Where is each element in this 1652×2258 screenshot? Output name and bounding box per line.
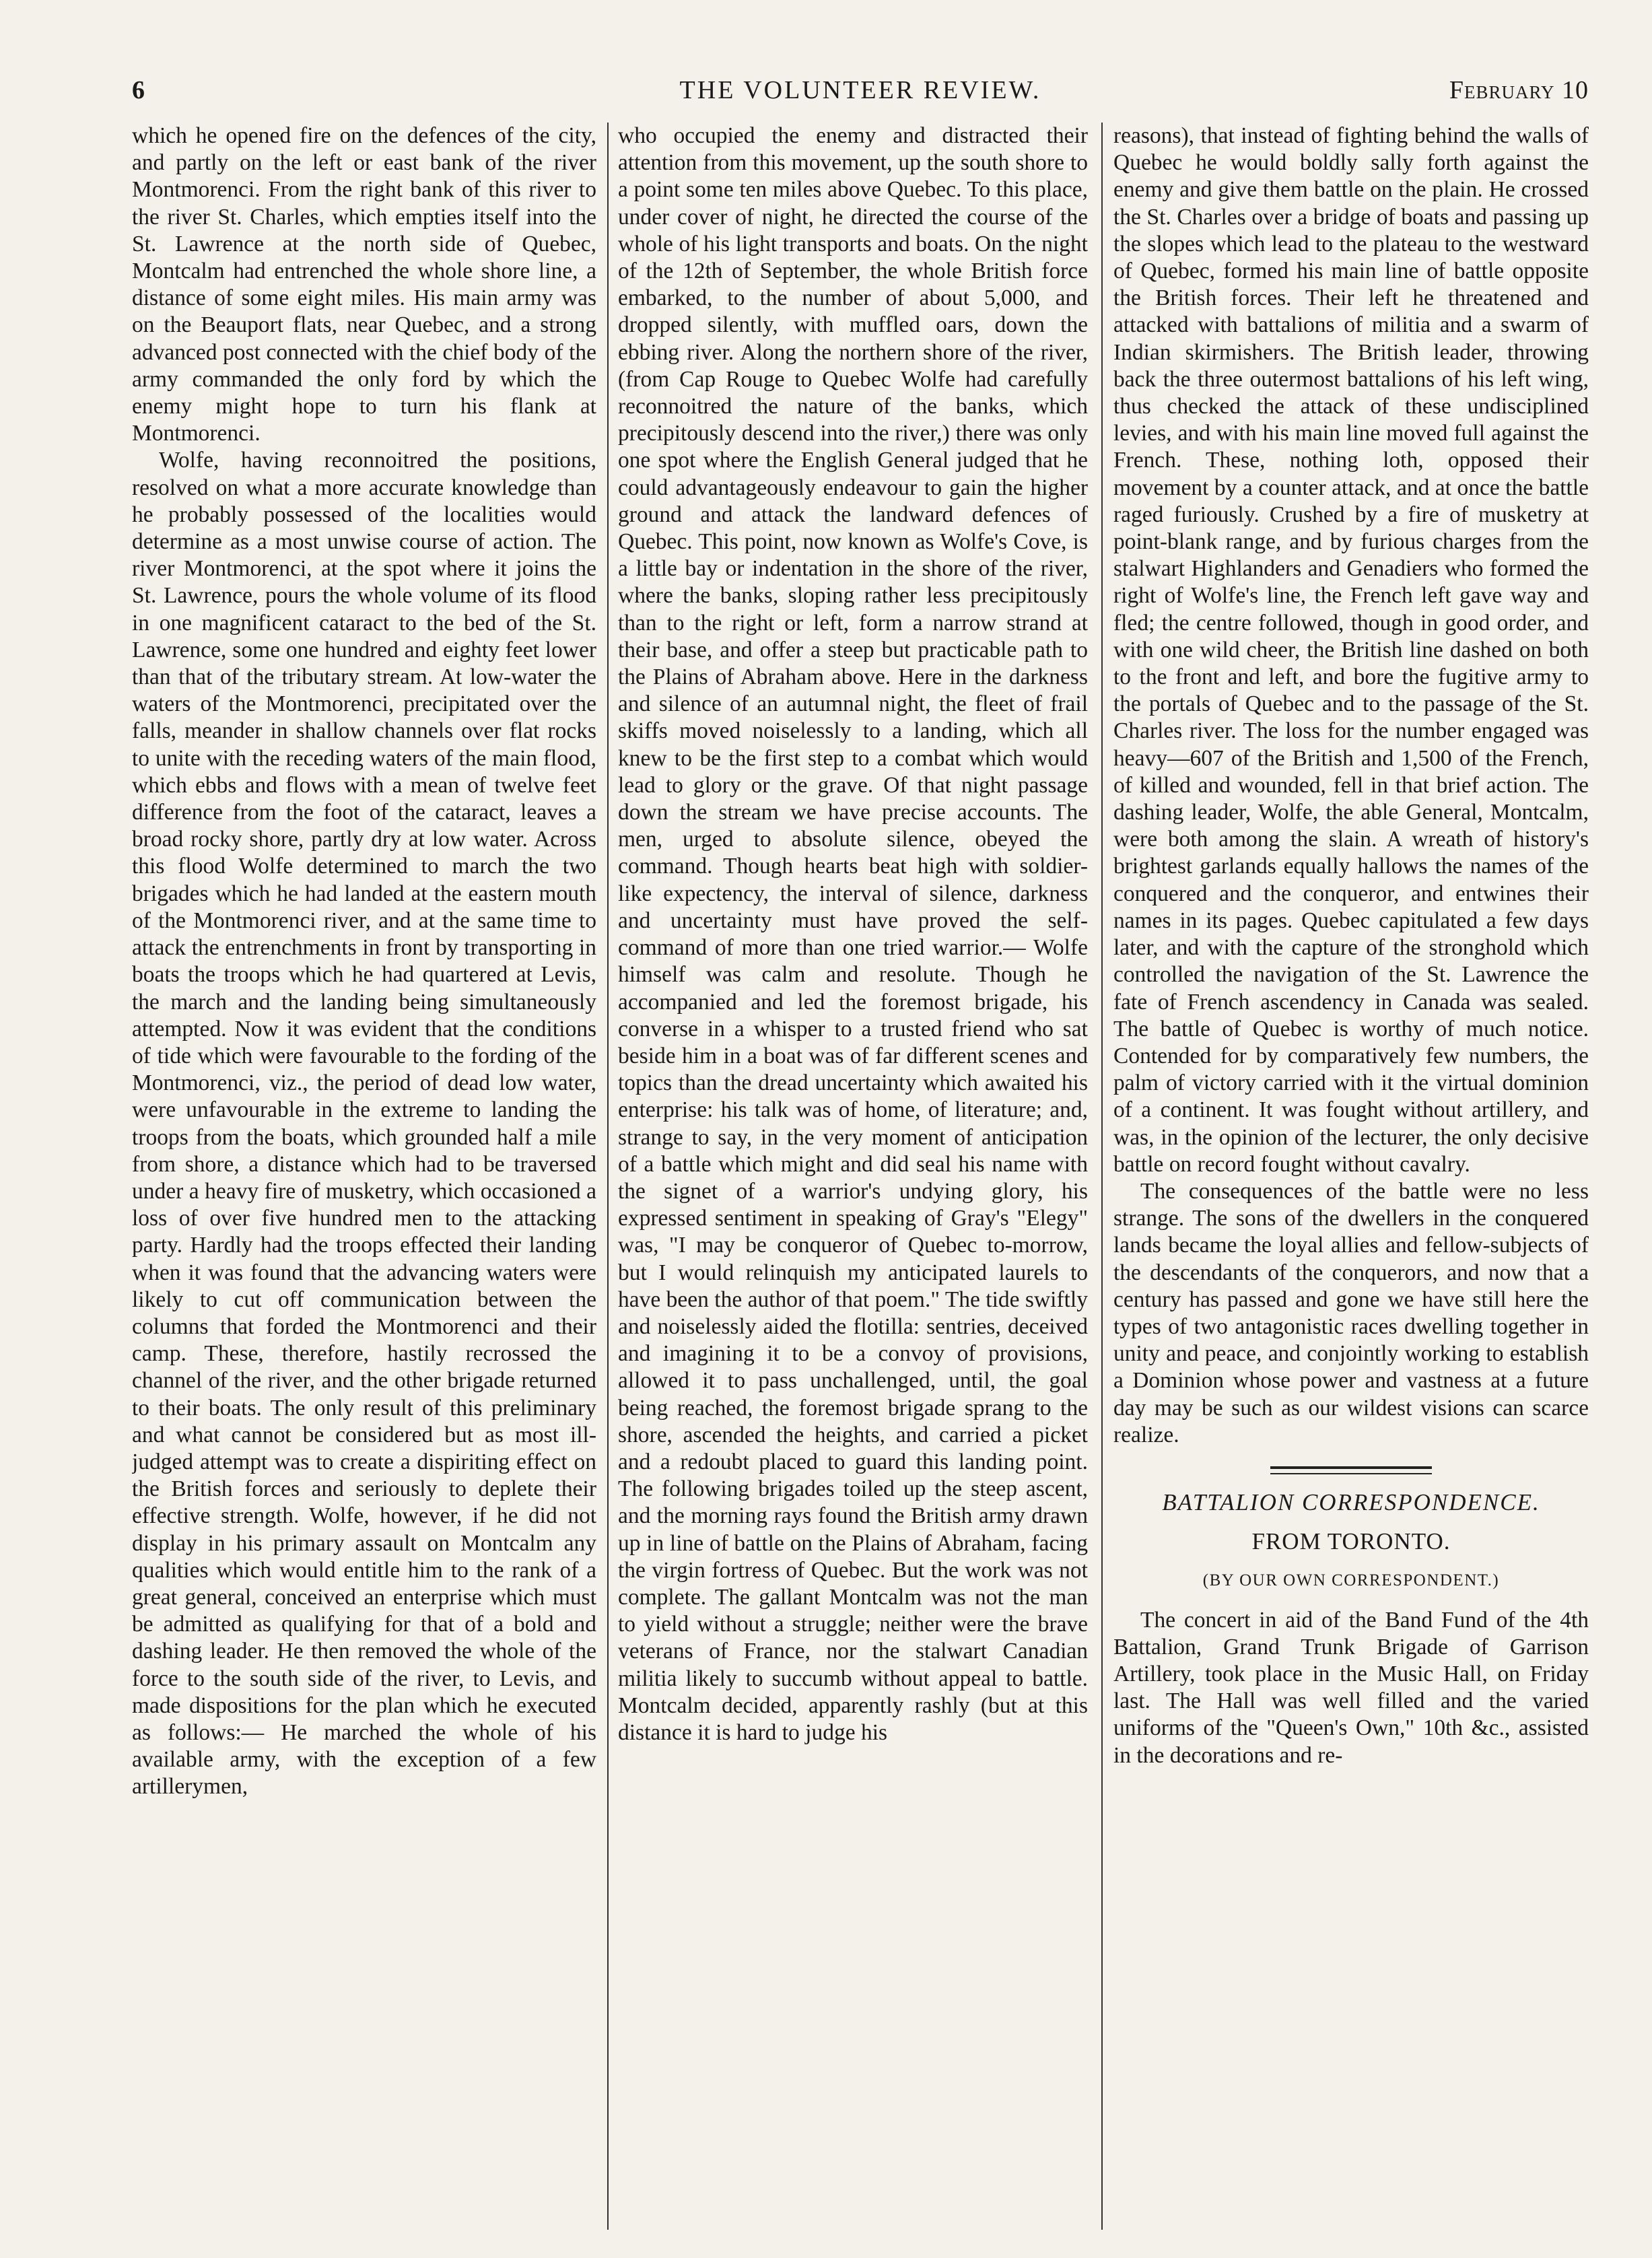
article-paragraph: The consequences of the battle were no less strange. The sons of the dwellers in the conquered lands became the loyal allies and fellow-subjects of the descendants of the conquerors, and now that a century has passed and gone we have still here the types of two antagonistic races dwelling together in unity and peace, and conjointly working to establish a Dominion whose power and vastness at a future day may be such as our wildest visions can scarce realize.: [1113, 1178, 1589, 1447]
column-rule: [607, 123, 609, 2230]
page-header: [132, 70, 1589, 110]
article-paragraph: The concert in aid of the Band Fund of the 4th Battalion, Grand Trunk Brigade of Garrison Artillery, took place in the Music Hall, on Friday last. The Hall was well filled and the varied uniforms of the "Queen's Own," 10th &c., assisted in the decorations and re-: [1113, 1607, 1589, 1768]
article-paragraph: Wolfe, having reconnoitred the positions, resolved on what a more accurate knowledge than he probably possessed of the localities would determine as a most unwise course of action. The river Montmorenci, at the spot where it joins the St. Lawrence, pours the whole volume of its flood in one magnificent cataract to the bed of the St. Lawrence, some one hundred and eighty feet lower than that of the tributary stream. At low-water the waters of the Montmorenci, precipitated over the falls, meander in shallow channels over flat rocks to unite with the receding waters of the main flood, which ebbs and flows with a mean of twelve feet difference from the foot of the cataract, leaves a broad rocky shore, partly dry at low water. Across this flood Wolfe determined to march the two brigades which he had landed at the eastern mouth of the Montmorenci river, and at the same time to attack the entrenchments in front by transporting in boats the troops which he had quartered at Levis, the march and the landing being simultaneously attempted. Now it was evident that the conditions of tide which were favourable to the fording of the Montmorenci, viz., the period of dead low water, were unfavourable in the extreme to landing the troops from the boats, which grounded half a mile from shore, a distance which had to be traversed under a heavy fire of musketry, which occasioned a loss of over five hundred men to the attacking party. Hardly had the troops effected their landing when it was found that the advancing waters were likely to cut off communication between the columns that forded the Montmorenci and their camp. These, therefore, hastily recrossed the channel of the river, and the other brigade returned to their boats. The only result of this preliminary and what cannot be considered but as most ill-judged attempt was to create a dispiriting effect on the British forces and seriously to deplete their effective strength. Wolfe, however, if he did not display in his primary assault on Montcalm any qualities which would entitle him to the rank of a great general, conceived an enterprise which must be admitted as qualifying for that of a bold and dashing leader. He then removed the whole of the force to the south side of the river, to Levis, and made dispositions for the plan which he executed as follows:— He marched the whole of his available army, with the exception of a few artillerymen,: [132, 448, 596, 1800]
byline: (BY OUR OWN CORRESPONDENT.): [1202, 1571, 1500, 1590]
column-2: [618, 123, 1088, 2243]
article-paragraph: reasons), that instead of fighting behind the walls of Quebec he would boldly sally forth against the enemy and give them battle on the plain. He crossed the St. Charles over a bridge of boats and passing up the slopes which lead to the plateau to the westward of Quebec, formed his main line of battle opposite the British forces. Their left he threatened and attacked with battalions of militia and a swarm of Indian skirmishers. The British leader, throwing back the three outermost battalions of his left wing, thus checked the attack of these undisciplined levies, and with his main line moved full against the French. These, nothing loth, opposed their movement by a counter attack, and at once the battle raged furiously. Crushed by a fire of musketry at point-blank range, and by furious charges from the stalwart Highlanders and Genadiers who formed the right of Wolfe's line, the French left gave way and fled; the centre followed, though in good order, and with one wild cheer, the British line dashed on both to the front and left, and bore the fugitive army to the portals of Quebec and to the passage of the St. Charles river. The loss for the number engaged was heavy—607 of the British and 1,500 of the French, of killed and wounded, fell in that brief action. The dashing leader, Wolfe, the able General, Montcalm, were both among the slain. A wreath of history's brightest garlands equally hallows the names of the conquered and the conqueror, and entwines their names in its pages. Quebec capitulated a few days later, and with the capture of the stronghold which controlled the navigation of the St. Lawrence the fate of French ascendency in Canada was sealed. The battle of Quebec is worthy of much notice. Contended for by comparatively few numbers, the palm of victory carried with it the virtual dominion of a continent. It was fought without artillery, and was, in the opinion of the lecturer, the only decisive battle on record fought without cavalry.: [1113, 123, 1589, 1177]
column-1: [132, 123, 596, 2243]
issue-date: February 10: [1449, 76, 1589, 104]
section-heading: BATTALION CORRESPONDENCE.: [1162, 1489, 1540, 1515]
masthead-title: THE VOLUNTEER REVIEW.: [679, 76, 1041, 104]
section-subheading: FROM TORONTO.: [1251, 1528, 1451, 1555]
article-paragraph: who occupied the enemy and distracted their attention from this movement, up the south shore to a point some ten miles above Quebec. To this place, under cover of night, he directed the course of the whole of his light transports and boats. On the night of the 12th of September, the whole British force embarked, to the number of about 5,000, and dropped silently, with muffled oars, down the ebbing river. Along the northern shore of the river, (from Cap Rouge to Quebec Wolfe had carefully reconnoitred the nature of the banks, which precipitously descend into the river,) there was only one spot where the English General judged that he could advantageously endeavour to gain the higher ground and attack the landward defences of Quebec. This point, now known as Wolfe's Cove, is a little bay or indentation in the shore of the river, where the banks, sloping rather less precipitously than to the right or left, form a narrow strand at their base, and offer a steep but practicable path to the Plains of Abraham above. Here in the darkness and silence of an autumnal night, the fleet of frail skiffs moved noiselessly to a landing, which all knew to be the first step to a combat which would lead to glory or the grave. Of that night passage down the stream we have precise accounts. The men, urged to absolute silence, obeyed the command. Though hearts beat high with soldier-like expectency, the interval of silence, darkness and uncertainty must have proved the self-command of more than one tried warrior.— Wolfe himself was calm and resolute. Though he accompanied and led the foremost brigade, his converse in a whisper to a trusted friend who sat beside him in a boat was of far different scenes and topics than the dread uncertainty which awaited his enterprise: his talk was of home, of literature; and, strange to say, in the very moment of anticipation of a battle which might and did seal his name with the signet of a warrior's undying glory, his expressed sentiment in speaking of Gray's "Elegy" was, "I may be conqueror of Quebec to-morrow, but I would relinquish my anticipated laurels to have been the author of that poem." The tide swiftly and noiselessly aided the flotilla: sentries, deceived and imagining it to be a convoy of provisions, allowed it to pass unchallenged, until, the goal being reached, the foremost brigade sprang to the shore, ascended the heights, and carried a picket and a redoubt placed to guard this landing point. The following brigades toiled up the steep ascent, and the morning rays found the British army drawn up in line of battle on the Plains of Abraham, facing the virgin fortress of Quebec. But the work was not complete. The gallant Montcalm was not the man to yield without a struggle; neither were the brave veterans of France, nor the stalwart Canadian militia likely to succumb without appeal to battle. Montcalm decided, apparently rashly (but at this distance it is hard to judge his: [618, 123, 1088, 1745]
column-rule: [1101, 123, 1103, 2230]
article-paragraph: which he opened fire on the defences of the city, and partly on the left or east bank of the river Montmorenci. From the right bank of this river to the river St. Charles, which empties itself into the St. Lawrence at the north side of Quebec, Montcalm had entrenched the whole shore line, a distance of some eight miles. His main army was on the Beauport flats, near Quebec, and a strong advanced post connected with the chief body of the army commanded the only ford by which the enemy might hope to turn his flank at Montmorenci.: [132, 123, 596, 446]
column-3: [1113, 123, 1589, 2243]
section-divider: [1270, 1466, 1432, 1474]
page-number: 6: [132, 76, 145, 104]
